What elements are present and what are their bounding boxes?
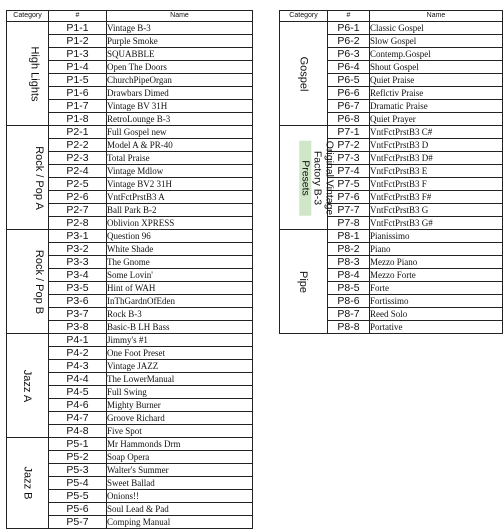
- preset-name: Reflctiv Praise: [370, 87, 503, 100]
- preset-number: P1-6: [49, 87, 107, 100]
- preset-name: Vintage B-3: [107, 22, 253, 35]
- preset-number: P5-2: [49, 451, 107, 464]
- preset-name: VntFctPrstB3 F#: [370, 191, 503, 204]
- preset-number: P8-8: [328, 321, 370, 334]
- preset-name: Mezzo Forte: [370, 269, 503, 282]
- category-label-line: Original Vintage: [323, 140, 336, 215]
- preset-name: Dramatic Praise: [370, 100, 503, 113]
- preset-number: P2-5: [49, 178, 107, 191]
- preset-row: [280, 22, 503, 35]
- category-label: Jazz B: [21, 466, 34, 500]
- category-label: Gospel: [297, 56, 310, 91]
- preset-name: Vintage Mdlow: [107, 165, 253, 178]
- preset-number: P3-4: [49, 269, 107, 282]
- preset-number: P7-5: [328, 178, 370, 191]
- preset-name: One Foot Preset: [107, 347, 253, 360]
- preset-name: Rock B-3: [107, 308, 253, 321]
- preset-name: VntFctPrstB3 C#: [370, 126, 503, 139]
- preset-row: [7, 438, 253, 451]
- preset-number: P8-5: [328, 282, 370, 295]
- preset-name: VntFctPrstB3 G: [370, 204, 503, 217]
- preset-name: Question 96: [107, 230, 253, 243]
- preset-number: P2-3: [49, 152, 107, 165]
- preset-number: P6-8: [328, 113, 370, 126]
- preset-name: VntFctPrstB3 G#: [370, 217, 503, 230]
- preset-name: Vintage BV 31H: [107, 100, 253, 113]
- preset-number: P3-8: [49, 321, 107, 334]
- preset-name: VntFctPrstB3 E: [370, 165, 503, 178]
- preset-name: Vintage JAZZ: [107, 360, 253, 373]
- preset-number: P3-1: [49, 230, 107, 243]
- preset-name: Mr Hammonds Drm: [107, 438, 253, 451]
- preset-name: Contemp.Gospel: [370, 48, 503, 61]
- preset-number: P1-2: [49, 35, 107, 48]
- preset-name: Portative: [370, 321, 503, 334]
- preset-number: P6-1: [328, 22, 370, 35]
- preset-name: Piano: [370, 243, 503, 256]
- preset-name: Reed Solo: [370, 308, 503, 321]
- preset-name: Soap Opera: [107, 451, 253, 464]
- preset-row: [7, 22, 253, 35]
- preset-number: P5-4: [49, 477, 107, 490]
- preset-name: Basic-B LH Bass: [107, 321, 253, 334]
- preset-name: Shout Gospel: [370, 61, 503, 74]
- preset-number: P7-4: [328, 165, 370, 178]
- preset-number: P4-3: [49, 360, 107, 373]
- preset-name: Open The Doors: [107, 61, 253, 74]
- category-cell-jazz-a: [7, 334, 49, 438]
- preset-name: Comping Manual: [107, 516, 253, 529]
- preset-number: P1-1: [49, 22, 107, 35]
- category-cell-high-lights: [7, 22, 49, 126]
- category-label: Pipe: [297, 270, 310, 293]
- preset-number: P3-6: [49, 295, 107, 308]
- preset-name: Sweet Ballad: [107, 477, 253, 490]
- preset-name: Total Praise: [107, 152, 253, 165]
- category-cell-pipe: [280, 230, 328, 334]
- preset-name: VntFctPrstB3 F: [370, 178, 503, 191]
- category-label-line: Factory B-3: [311, 150, 324, 205]
- preset-row: [280, 230, 503, 243]
- preset-name: The LowerManual: [107, 373, 253, 386]
- preset-name: Hint of WAH: [107, 282, 253, 295]
- preset-name: ChurchPipeOrgan: [107, 74, 253, 87]
- preset-number: P2-7: [49, 204, 107, 217]
- preset-name: The Gnome: [107, 256, 253, 269]
- preset-name: Onions!!: [107, 490, 253, 503]
- preset-number: P7-7: [328, 204, 370, 217]
- preset-number: P7-8: [328, 217, 370, 230]
- preset-name: Pianissimo: [370, 230, 503, 243]
- preset-name: InThGardnOfEden: [107, 295, 253, 308]
- category-label-line: Presets: [299, 140, 311, 215]
- preset-number: P1-7: [49, 100, 107, 113]
- preset-name: Slow Gospel: [370, 35, 503, 48]
- preset-row: [7, 126, 253, 139]
- header-row: [280, 11, 503, 22]
- category-cell-rock-pop-a: [7, 126, 49, 230]
- preset-number: P4-1: [49, 334, 107, 347]
- preset-number: P7-6: [328, 191, 370, 204]
- preset-name: Oblivion XPRESS: [107, 217, 253, 230]
- preset-number: P1-3: [49, 48, 107, 61]
- preset-number: P5-1: [49, 438, 107, 451]
- number-header: #: [49, 11, 107, 22]
- preset-number: P3-3: [49, 256, 107, 269]
- preset-number: P4-2: [49, 347, 107, 360]
- category-cell-gospel: [280, 22, 328, 126]
- preset-number: P6-7: [328, 100, 370, 113]
- preset-number: P4-5: [49, 386, 107, 399]
- preset-number: P6-4: [328, 61, 370, 74]
- preset-name: Quiet Prayer: [370, 113, 503, 126]
- preset-number: P7-2: [328, 139, 370, 152]
- preset-name: Soul Lead & Pad: [107, 503, 253, 516]
- preset-number: P4-7: [49, 412, 107, 425]
- preset-row: [280, 126, 503, 139]
- preset-name: Jimmy's #1: [107, 334, 253, 347]
- preset-number: P8-1: [328, 230, 370, 243]
- preset-name: Mighty Burner: [107, 399, 253, 412]
- preset-row: [7, 230, 253, 243]
- preset-number: P2-2: [49, 139, 107, 152]
- preset-table-left: [6, 10, 253, 529]
- preset-number: P8-6: [328, 295, 370, 308]
- preset-row: [7, 334, 253, 347]
- preset-number: P1-5: [49, 74, 107, 87]
- preset-name: Groove Richard: [107, 412, 253, 425]
- header-row: [7, 11, 253, 22]
- category-cell-rock-pop-b: [7, 230, 49, 334]
- preset-name: Ball Park B-2: [107, 204, 253, 217]
- category-label: Rock / Pop A: [32, 145, 45, 210]
- category-label: High Lights: [28, 45, 41, 102]
- preset-number: P4-8: [49, 425, 107, 438]
- preset-number: P3-5: [49, 282, 107, 295]
- preset-number: P8-7: [328, 308, 370, 321]
- preset-name: Full Gospel new: [107, 126, 253, 139]
- preset-number: P1-8: [49, 113, 107, 126]
- preset-name: Quiet Praise: [370, 74, 503, 87]
- preset-name: Vintage BV2 31H: [107, 178, 253, 191]
- name-header: Name: [107, 11, 253, 22]
- preset-number: P6-5: [328, 74, 370, 87]
- preset-number: P5-6: [49, 503, 107, 516]
- preset-number: P6-3: [328, 48, 370, 61]
- category-label: [299, 140, 335, 215]
- category-cell-jazz-b: [7, 438, 49, 529]
- preset-name: VntFctPrstB3 D: [370, 139, 503, 152]
- preset-name: Full Swing: [107, 386, 253, 399]
- category-header: Category: [280, 11, 328, 22]
- preset-number: P8-3: [328, 256, 370, 269]
- preset-number: P2-6: [49, 191, 107, 204]
- preset-name: VntFctPrstB3 A: [107, 191, 253, 204]
- preset-name: Classic Gospel: [370, 22, 503, 35]
- preset-name: Purple Smoke: [107, 35, 253, 48]
- preset-name: Forte: [370, 282, 503, 295]
- preset-number: P3-7: [49, 308, 107, 321]
- preset-number: P6-2: [328, 35, 370, 48]
- preset-name: Walter's Summer: [107, 464, 253, 477]
- preset-number: P7-3: [328, 152, 370, 165]
- preset-number: P8-2: [328, 243, 370, 256]
- preset-name: Fortissimo: [370, 295, 503, 308]
- preset-number: P2-1: [49, 126, 107, 139]
- preset-table-right: [279, 10, 503, 334]
- preset-name: Model A & PR-40: [107, 139, 253, 152]
- preset-number: P7-1: [328, 126, 370, 139]
- preset-name: Drawbars Dimed: [107, 87, 253, 100]
- category-label: Rock / Pop B: [33, 249, 46, 314]
- preset-number: P5-3: [49, 464, 107, 477]
- preset-number: P5-5: [49, 490, 107, 503]
- preset-number: P4-4: [49, 373, 107, 386]
- preset-name: White Shade: [107, 243, 253, 256]
- category-label: Jazz A: [21, 369, 34, 402]
- preset-name: RetroLounge B-3: [107, 113, 253, 126]
- preset-name: SQUABBLE: [107, 48, 253, 61]
- preset-name: Mezzo Piano: [370, 256, 503, 269]
- category-header: Category: [7, 11, 49, 22]
- name-header: Name: [370, 11, 503, 22]
- preset-number: P5-7: [49, 516, 107, 529]
- preset-number: P4-6: [49, 399, 107, 412]
- preset-number: P6-6: [328, 87, 370, 100]
- number-header: #: [328, 11, 370, 22]
- preset-number: P8-4: [328, 269, 370, 282]
- preset-name: VntFctPrstB3 D#: [370, 152, 503, 165]
- preset-name: Five Spot: [107, 425, 253, 438]
- preset-number: P3-2: [49, 243, 107, 256]
- preset-number: P1-4: [49, 61, 107, 74]
- preset-name: Some Lovin': [107, 269, 253, 282]
- preset-number: P2-4: [49, 165, 107, 178]
- category-cell-original-vintage-factory-b-3-presets: [280, 126, 336, 230]
- preset-number: P2-8: [49, 217, 107, 230]
